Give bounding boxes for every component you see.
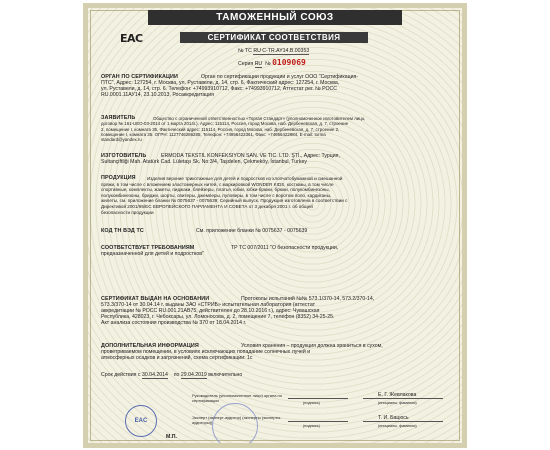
valid-from: 30.04.2014	[141, 372, 168, 378]
organ-section	[101, 74, 461, 98]
product-line-0: Изделия верхние трикотажные для детей и подростков из хлопчатобумажной и смешанной	[147, 176, 343, 181]
requirements-line-0: ТР ТС 007/2011 "О безопасности продукции,	[231, 245, 339, 251]
issued-section	[101, 296, 461, 326]
expert-name-sub: (инициалы, фамилия)	[378, 424, 417, 428]
head-signature	[288, 398, 348, 399]
product-line-6: безопасности продукции	[101, 209, 154, 215]
valid-to: 29.04.2019	[180, 372, 207, 378]
product-line-3: полукомбинезоны, бриджи, шорты, свитеры, джемперы, пуловеры, в том числе с воротом поло, кардиганы,	[101, 192, 332, 198]
applicant-line-4: standard@yandex.ru	[101, 137, 142, 143]
organ-label: ОРГАН ПО СЕРТИФИКАЦИИ	[101, 74, 178, 80]
registration-number: № ТС RU C-TR.AY14.B.00353	[238, 48, 310, 54]
form-number: 0109069	[272, 58, 306, 67]
product-line-4: жилеты, см. приложение бланки № 0075637 - 0075639; Серийный выпуск. Продукция изготовлена в соответствии с	[101, 198, 348, 204]
expert-name-line	[363, 421, 443, 422]
product-section	[101, 176, 461, 215]
head-sub: (подпись)	[303, 401, 320, 405]
head-name-sub: (инициалы, фамилия)	[378, 401, 417, 405]
certificate-title: СЕРТИФИКАТ СООТВЕТСТВИЯ	[180, 32, 368, 43]
additional-line-2: атмосферных осадков и загрязнений, схема сертификации: 1с	[101, 355, 253, 362]
applicant-line-2: 2, помещение I, комната 35, Фактический адрес: 115114, Россия, город Москва, наб. Дербеневская, д. 7, строение 2,	[101, 126, 340, 132]
product-line-1: пряжи, в том числе с вложением эластомерных нитей, с маркировкой WONDER KIDS, костюмы, в том числе	[101, 181, 334, 187]
organ-line-0: Орган по сертификации продукции и услуг ООО "Сертификация-	[201, 74, 359, 80]
expert-sub: (подпись)	[303, 424, 320, 428]
expert-signature	[288, 421, 348, 422]
manufacturer-line-0: ERMODA TEKSTIL KONFEKSIYON SAN. VE TIC. LTD. ŞTİ., Адрес: Турция,	[161, 153, 340, 159]
tnved-text: См. приложение бланки № 0075637 - 0075639	[196, 228, 308, 234]
requirements-label: СООТВЕТСТВУЕТ ТРЕБОВАНИЯМ	[101, 245, 195, 251]
applicant-section	[101, 116, 461, 142]
mp-label: М.П.	[166, 434, 177, 440]
series-line: Серия RU № 0109069	[238, 58, 306, 67]
head-name-line	[363, 398, 443, 399]
eac-seal-icon: EAC	[125, 405, 157, 437]
product-line-5: Директивой 2001/95/ЕС ЕВРОПЕЙСКОГО ПАРЛАМЕНТА И СОВЕТА от 3 декабря 2001 г. об общей	[101, 203, 313, 209]
certificate	[83, 3, 467, 448]
issued-line-0: Протоколы испытаний №№ 573.1/370-14, 573.2/370-14,	[241, 296, 375, 302]
applicant-line-3: помещение I, комната 35. ОГРН: 1127746286285, Телефон: +74956422361, Факс: +74956422984, E-mail: torma	[101, 131, 326, 137]
manufacturer-line-1: Sultançiftliği Mah. Atatürk Cad. Lületaşı Sk. No:3/4, Taşdelen, Çekmeköy, İstanbul, Turkey	[101, 159, 307, 166]
applicant-label: ЗАЯВИТЕЛЬ	[101, 115, 136, 121]
requirements-line-1: предназначенной для детей и подростков"	[101, 251, 204, 258]
additional-section	[101, 343, 461, 361]
eac-mark: EAC	[120, 32, 143, 45]
additional-line-1: проветриваемом помещении, в условиях исключающих попадание солнечных лучей и	[101, 349, 311, 356]
additional-line-0: Условия хранения – продукция должна храниться в сухом,	[241, 343, 383, 349]
issued-line-4: Акт анализа состояния производства № 370 от 18.04.2014 г.	[101, 320, 247, 327]
union-header: ТАМОЖЕННЫЙ СОЮЗ	[148, 10, 402, 25]
organ-line-3: RU.0001.11АУ14, 23.10.2013, Росаккредитация	[101, 92, 214, 99]
organ-line-2: ул. Руставели, д. 14, стр. 6. Телефон: +74993910712, Факс: +74993910712, Аттестат рег. № РОСС	[101, 86, 338, 93]
expert-label: Эксперт (эксперт-аудитор) (эксперты (эксперты-аудиторы))	[192, 415, 282, 425]
requirements-section	[101, 245, 461, 257]
organ-line-1: ПТС", Адрес: 127254, г. Москва, ул. Руставели, д. 14, стр. 6, Фактический адрес: 127254, г. Москва,	[101, 80, 340, 87]
tnved-label: КОД ТН ВЭД ТС	[101, 228, 144, 234]
head-label: Руководитель (уполномоченное лицо) органа по сертификации	[192, 393, 282, 403]
manufacturer-section	[101, 153, 461, 165]
head-name: Е. Г. Жевлакова	[378, 392, 417, 398]
manufacturer-label: ИЗГОТОВИТЕЛЬ	[101, 153, 147, 159]
expert-name: Т. И. Бацюсь	[378, 415, 409, 421]
applicant-line-1: договор № 161-UEO-03-2014 от 1 марта 2014г.). Адрес: 115114, Россия, город Москва, наб. Дербеневская, д. 7, строение	[101, 121, 349, 127]
issued-line-2: аккредитации № РОСС RU.001.21АВ75, действителен до 28.10.2016 г.), адрес: Чувашская	[101, 308, 320, 315]
product-line-2: спортивные, комплекты, жакеты, пиджаки, блейзеры, платья, юбки, юбки-брюки, брюки, полукомбинезоны,	[101, 187, 330, 193]
issued-line-3: Республика, 428023, г. Чебоксары, ул. Ломоносова, д. 2, помещение 7, телефон (8352) 34-25-25.	[101, 314, 335, 321]
additional-label: ДОПОЛНИТЕЛЬНАЯ ИНФОРМАЦИЯ	[101, 343, 199, 349]
tnved-section	[101, 228, 461, 234]
applicant-line-0: Общество с ограниченной ответственностью «Торгая Стандарт» (уполномоченное изготовителем лицо,	[153, 116, 366, 121]
product-label: ПРОДУКЦИЯ	[101, 175, 136, 181]
issued-label: СЕРТИФИКАТ ВЫДАН НА ОСНОВАНИИ	[101, 296, 210, 302]
issued-line-1: 573.3/370-14 от 30.04.14 г. выданы ЗАО «СТРИБ» испытательная лаборатория (аттестат	[101, 302, 315, 309]
validity-line: Срок действия с 30.04.2014 по 29.04.2019 включительно	[101, 372, 243, 378]
